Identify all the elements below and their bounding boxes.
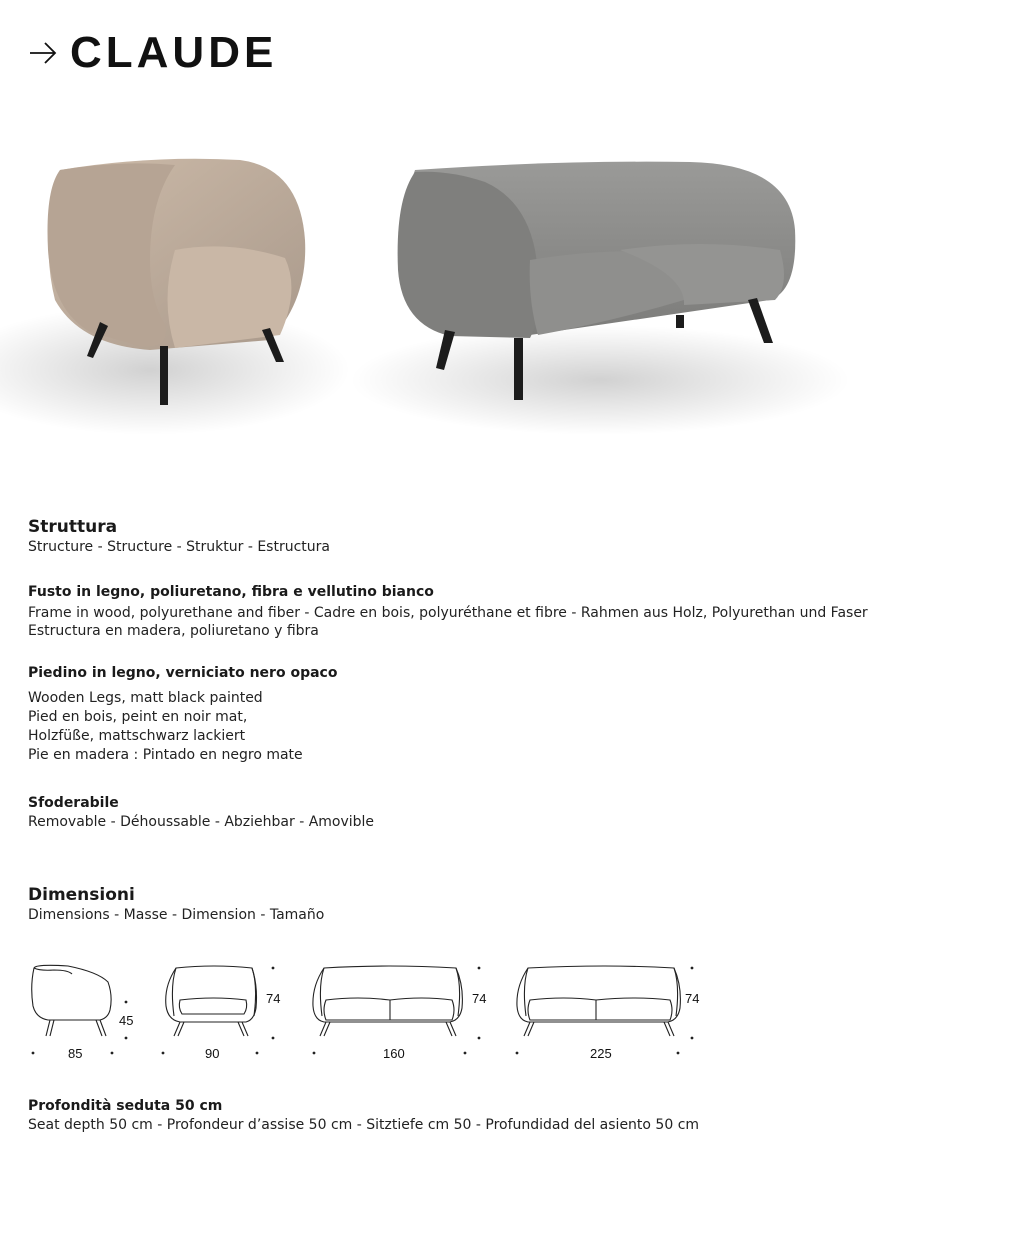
armchair-width-label: 90 [205, 1046, 220, 1061]
dimensions-section [28, 884, 988, 924]
legs-title: Piedino in legno, verniciato nero opaco [28, 665, 338, 681]
armchair-height-label: 74 [266, 991, 281, 1006]
sofa-small-width-label: 160 [383, 1046, 405, 1061]
seat-depth-block [28, 1096, 988, 1134]
legs-text [28, 689, 988, 765]
legs-line: Wooden Legs, matt black painted [28, 690, 263, 706]
sofa-small-height-label: 74 [472, 991, 487, 1006]
removable-block [28, 793, 988, 831]
legs-line: Pie en madera : Pintado en negro mate [28, 747, 303, 763]
side-view-drawing [32, 965, 111, 1036]
structure-section [28, 516, 988, 556]
legs-line: Pied en bois, peint en noir mat, [28, 709, 248, 725]
structure-heading: Struttura [28, 517, 118, 537]
frame-text-line1: Frame in wood, polyurethane and fiber - Cadre en bois, polyuréthane et fibre - Rahmen aus Holz, Polyurethan und Faser [28, 605, 868, 621]
page-header [28, 28, 277, 78]
legs-block [28, 663, 988, 765]
frame-title: Fusto in legno, poliuretano, fibra e vellutino bianco [28, 584, 434, 600]
sofa-large-front-drawing [517, 966, 680, 1036]
seat-depth-title: Profondità seduta 50 cm [28, 1098, 223, 1114]
removable-title: Sfoderabile [28, 795, 119, 811]
sofa-large-width-label: 225 [590, 1046, 612, 1061]
sofa-small-front-drawing [313, 966, 462, 1036]
dimensions-heading: Dimensioni [28, 885, 135, 905]
sofa-large-height-label: 74 [685, 991, 700, 1006]
seat-depth-text: Seat depth 50 cm - Profondeur d’assise 50 cm - Sitztiefe cm 50 - Profundidad del asiento 50 cm [28, 1117, 700, 1133]
dimensions-subheading: Dimensions - Masse - Dimension - Tamaño [28, 907, 325, 923]
armchair-front-drawing [166, 966, 257, 1036]
legs-line: Holzfüße, mattschwarz lackiert [28, 728, 246, 744]
product-photo [0, 100, 1024, 480]
sofa-image [350, 162, 850, 435]
structure-subheading: Structure - Structure - Struktur - Estructura [28, 539, 330, 555]
armchair-image [0, 159, 350, 435]
side-seat-height-label: 45 [119, 1013, 134, 1028]
dimension-dots [32, 967, 694, 1055]
frame-block [28, 582, 988, 640]
arrow-right-icon [28, 38, 58, 68]
dimension-drawings [28, 956, 728, 1066]
side-depth-label: 85 [68, 1046, 83, 1061]
frame-text-line2: Estructura en madera, poliuretano y fibra [28, 623, 319, 639]
removable-text: Removable - Déhoussable - Abziehbar - Amovible [28, 814, 375, 830]
product-title: CLAUDE [70, 28, 278, 77]
